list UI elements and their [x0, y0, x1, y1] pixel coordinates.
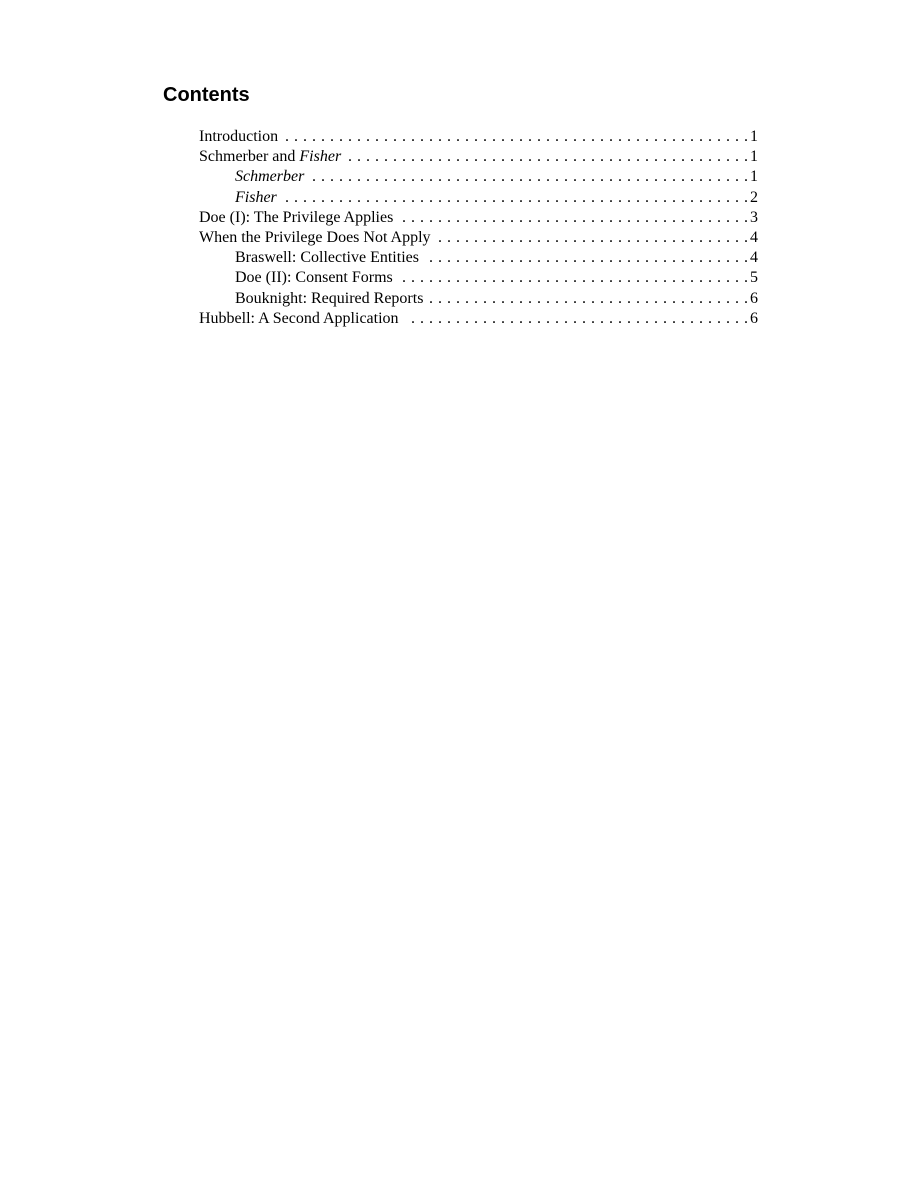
- dot-leader: [283, 188, 748, 208]
- toc-entry-page: 2: [750, 188, 758, 206]
- dot-leader: [405, 309, 748, 329]
- dot-leader: [399, 268, 748, 288]
- dot-leader: [437, 228, 748, 248]
- dot-leader: [284, 127, 748, 147]
- toc-entry-bouknight[interactable]: [199, 289, 758, 309]
- dot-leader: [347, 147, 748, 167]
- toc-entry-title: Schmerber and Fisher: [199, 148, 342, 166]
- toc-entry-title: Introduction: [199, 128, 279, 145]
- toc-entry-fisher[interactable]: [199, 188, 758, 208]
- toc-entry-when-privilege-does-not-apply[interactable]: [199, 228, 758, 248]
- toc-entry-hubbell[interactable]: [199, 309, 758, 329]
- dot-leader: [429, 289, 748, 309]
- toc-entry-title: Schmerber: [235, 168, 305, 186]
- toc-entry-title: Doe (II): Consent Forms: [235, 269, 393, 287]
- toc-entry-page: 1: [750, 148, 758, 166]
- table-of-contents: [199, 127, 758, 329]
- dot-leader: [310, 167, 748, 187]
- toc-entry-title: Doe (I): The Privilege Applies: [199, 208, 394, 226]
- toc-entry-braswell[interactable]: [199, 248, 758, 268]
- toc-entry-doe-ii[interactable]: [199, 268, 758, 288]
- toc-entry-introduction[interactable]: [199, 127, 758, 147]
- toc-entry-page: 1: [750, 128, 758, 145]
- dot-leader: [425, 248, 748, 268]
- toc-entry-title: When the Privilege Does Not Apply: [199, 228, 431, 246]
- toc-entry-title: Hubbell: A Second Application: [199, 309, 399, 327]
- contents-heading: Contents: [163, 84, 250, 106]
- toc-entry-doe-i[interactable]: [199, 208, 758, 228]
- toc-entry-page: 5: [750, 269, 758, 287]
- toc-entry-page: 4: [750, 228, 758, 246]
- toc-entry-page: 4: [750, 249, 758, 267]
- dot-leader: [399, 208, 748, 228]
- toc-entry-schmerber-and-fisher[interactable]: [199, 147, 758, 167]
- toc-entry-page: 1: [750, 168, 758, 186]
- toc-entry-title: Fisher: [235, 188, 277, 206]
- toc-entry-page: 6: [750, 309, 758, 327]
- toc-entry-schmerber[interactable]: [199, 167, 758, 187]
- toc-entry-title: Bouknight: Required Reports: [235, 289, 424, 307]
- toc-entry-page: 6: [750, 289, 758, 307]
- toc-entry-page: 3: [750, 208, 758, 226]
- toc-entry-title: Braswell: Collective Entities: [235, 249, 419, 267]
